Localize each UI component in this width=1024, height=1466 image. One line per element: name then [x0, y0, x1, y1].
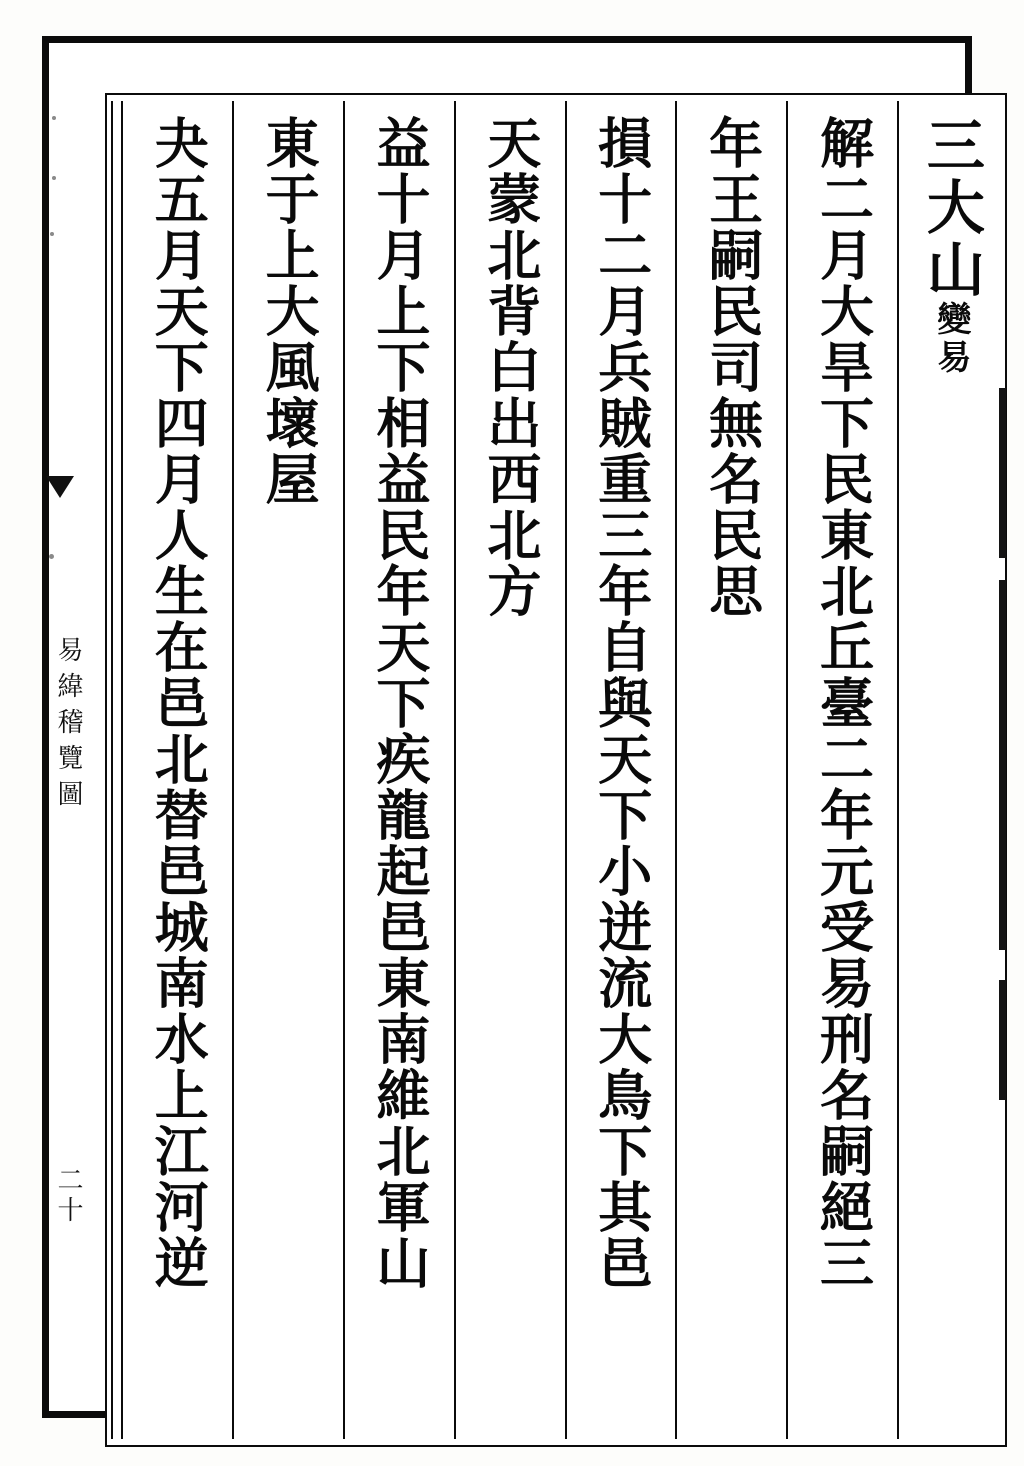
paper-speck: [50, 232, 54, 236]
column-title-text: [916, 115, 985, 377]
column-7-text: 夬五月天下四月人生在邑北替邑城南水上江河逆: [146, 115, 211, 1291]
column-5-text: 益十月上下相益民年天下疾龍起邑東南維北軍山: [367, 115, 432, 1291]
edge-mark-icon: [999, 580, 1006, 950]
column-2-text: 年王嗣民司無名民思: [700, 115, 765, 619]
column-4: [454, 101, 565, 1439]
column-4-text: 天蒙北背白出西北方: [478, 115, 543, 619]
vertical-text-block: [111, 101, 1001, 1439]
block-frame-outer: [42, 36, 985, 1418]
column-6: [232, 101, 343, 1439]
column-6-text: 東于上大風壞屋: [257, 115, 322, 507]
column-3-text: 損十二月兵賊重三年自與天下小迸流大鳥下其邑: [589, 115, 654, 1291]
column-1-text: 解二月大旱下民東北丘臺二年元受易刑名嗣絕三: [811, 115, 876, 1291]
spine-gutter: [42, 36, 98, 1418]
column-7: [121, 101, 232, 1439]
column-5: [343, 101, 454, 1439]
column-title: [897, 101, 1001, 1439]
column-3: [565, 101, 676, 1439]
column-2: [675, 101, 786, 1439]
spine-title-text: 易緯稽覽圖: [53, 636, 83, 816]
column-1: [786, 101, 897, 1439]
title-annotation: 變易: [930, 301, 971, 377]
edge-mark-icon: [999, 388, 1006, 558]
paper-speck: [52, 116, 56, 120]
page-number-text: 二十: [53, 1166, 83, 1226]
edge-mark-icon: [999, 980, 1006, 1100]
title-head: 三大山: [916, 115, 985, 301]
paper-speck: [52, 176, 56, 180]
fish-tail-mark-icon: [46, 476, 74, 498]
column-empty-left: [111, 101, 121, 1439]
paper-speck: [49, 554, 54, 559]
